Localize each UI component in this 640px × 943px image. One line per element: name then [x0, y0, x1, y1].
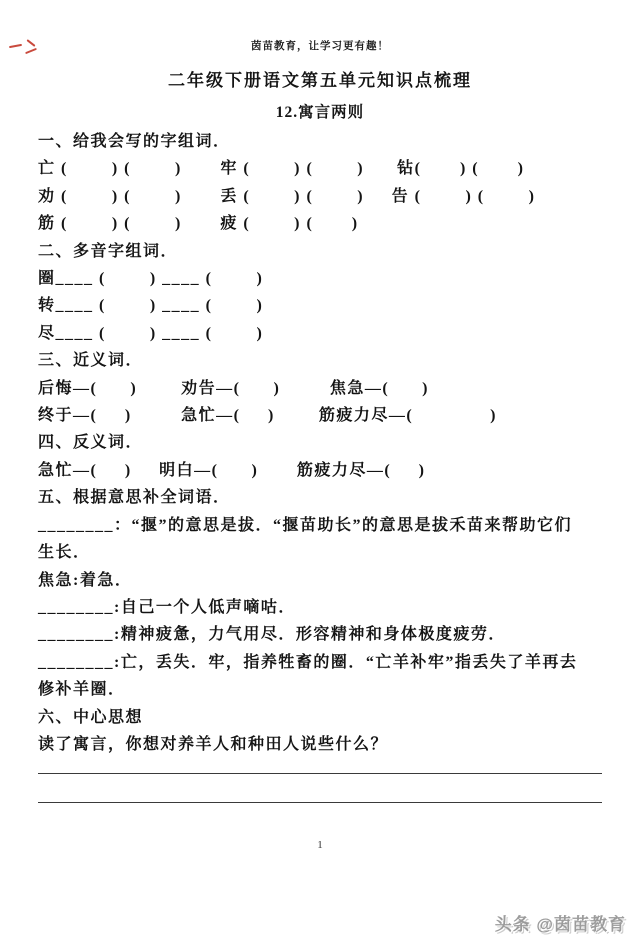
section5-line-2: 生长． — [38, 544, 91, 562]
section1-heading: 一、给我会写的字组词． — [38, 133, 231, 150]
section1-row-1: 亡 ( ) ( ) 牢 ( ) ( ) 钻( ) ( ) — [38, 160, 525, 178]
section2-row-2: 转____ ( ) ____ ( ) — [38, 297, 264, 315]
section6-question: 读了寓言，你想对养羊人和种田人说些什么？ — [38, 735, 389, 753]
section2-heading: 二、多音字组词． — [38, 242, 179, 260]
answer-line-1 — [38, 772, 602, 774]
corner-scribble-icon — [0, 38, 44, 58]
page-title: 二年级下册语文第五单元知识点梳理 — [168, 71, 472, 90]
header-note: 茵苗教育，让学习更有趣！ — [251, 41, 389, 52]
scribble-stroke — [26, 39, 35, 47]
section5-line-6: ________:亡，丢失．牢，指养牲畜的圈．“亡羊补牢”指丢失了羊再去 — [38, 653, 578, 671]
scribble-stroke — [25, 48, 37, 54]
section5-line-3: 焦急:着急． — [38, 571, 133, 589]
section4-row-1: 急忙—( ) 明白—( ) 筋疲力尽—( ) — [38, 461, 426, 479]
section3-row-1: 后悔—( ) 劝告—( ) 焦急—( ) — [38, 379, 429, 397]
section5-line-4: ________:自己一个人低声嘀咕． — [38, 598, 296, 616]
watermark-label: 头条 @茵苗教育 — [494, 915, 626, 934]
section3-row-2: 终于—( ) 急忙—( ) 筋疲力尽—( ) — [38, 407, 497, 425]
worksheet-page — [0, 38, 640, 943]
section2-row-3: 尽____ ( ) ____ ( ) — [38, 324, 264, 342]
section3-heading: 三、近义词． — [38, 352, 144, 370]
page-number: 1 — [317, 839, 323, 852]
section4-heading: 四、反义词． — [38, 434, 144, 452]
section1-row-3: 筋 ( ) ( ) 疲 ( ) ( ) — [38, 215, 359, 233]
section5-line-5: ________:精神疲惫，力气用尽．形容精神和身体极度疲劳． — [38, 626, 506, 644]
section5-line-1: ________：“揠”的意思是拔．“揠苗助长”的意思是拔禾苗来帮助它们 — [38, 516, 573, 534]
scribble-stroke — [9, 44, 22, 48]
lesson-subtitle: 12.寓言两则 — [275, 104, 365, 121]
answer-line-2 — [38, 801, 602, 803]
section2-row-1: 圈____ ( ) ____ ( ) — [38, 270, 264, 288]
section5-heading: 五、根据意思补全词语． — [38, 489, 231, 507]
section6-heading: 六、中心思想 — [38, 708, 144, 726]
worksheet-body — [38, 128, 602, 758]
section5-line-7: 修补羊圈． — [38, 681, 126, 699]
section1-row-2: 劝 ( ) ( ) 丢 ( ) ( ) 告 ( ) ( ) — [38, 187, 536, 205]
